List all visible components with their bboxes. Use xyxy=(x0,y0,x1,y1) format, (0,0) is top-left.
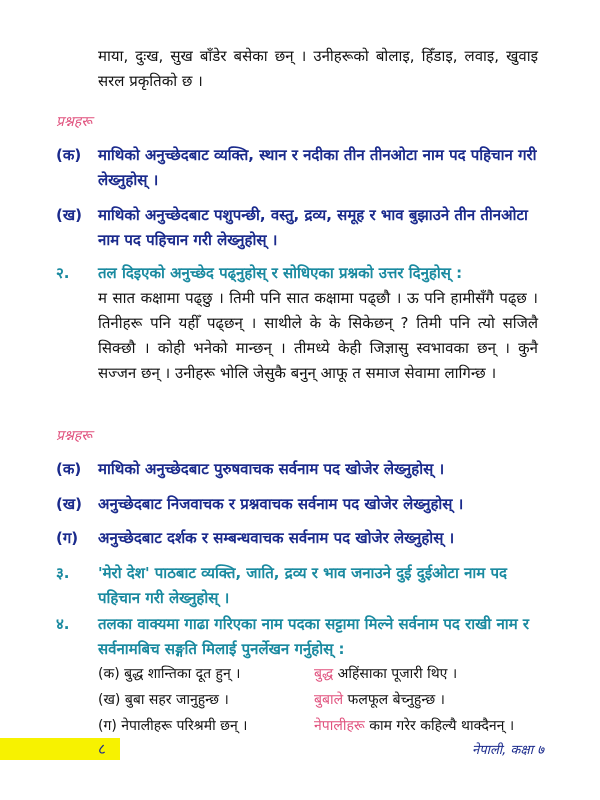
question-text: 'मेरो देश' पाठबाट व्यक्ति, जाति, द्रव्य र भाव जनाउने दुई दुईओटा नाम पद पहिचान गरी लेख्नुहोस् । xyxy=(98,564,507,607)
question-text: तलका वाक्यमा गाढा गरिएका नाम पदका सट्टामा मिल्ने सर्वनाम पद राखी नाम र सर्वनामबिच सङ्गति मिलाई पुनर्लेखन गर्नुहोस् : xyxy=(98,615,530,658)
question-2-ka xyxy=(56,457,546,482)
question-number: ४. xyxy=(56,615,70,633)
passage-paragraph: म सात कक्षामा पढ्छु । तिमी पनि सात कक्षामा पढ्छौ । ऊ पनि हामीसँगै पढ्छ । तिनीहरू पनि यहीँ पढ्छन् । साथीले के के सिकेछन् ? तिमी पनि त्यो सजिलै सिक्छौ । कोही भनेको मान्छन् । तीमध्ये केही जिज्ञासु स्वभावका छन् । कुनै सज्जन छन् । उनीहरू भोलि जेसुकै बनुन् आफू त समाज सेवामा लागिन्छ । xyxy=(98,289,538,382)
question-2-ga xyxy=(56,526,546,551)
questions-heading-2: प्रश्नहरू xyxy=(56,428,93,444)
question-number: (ख) xyxy=(56,206,82,224)
question-4 xyxy=(56,612,546,662)
question-text: माथिको अनुच्छेदबाट पुरुषवाचक सर्वनाम पद खोजेर लेख्नुहोस् । xyxy=(98,460,445,478)
question-1-ka xyxy=(56,143,546,193)
example-left-ga: (ग) नेपालीहरू परिश्रमी छन् । xyxy=(98,718,248,734)
question-3 xyxy=(56,561,546,611)
highlighted-noun: नेपालीहरू xyxy=(314,718,365,734)
question-text: माथिको अनुच्छेदबाट व्यक्ति, स्थान र नदीका तीन तीनओटा नाम पद पहिचान गरी लेख्नुहोस् । xyxy=(98,146,537,189)
question-number: (क) xyxy=(56,460,82,478)
question-2 xyxy=(56,261,546,286)
example-rest: फलफूल बेच्नुहुन्छ । xyxy=(343,692,445,708)
example-rest: अहिंसाका पूजारी थिए । xyxy=(333,666,458,682)
highlighted-noun: बुद्ध xyxy=(314,666,334,682)
question-text: अनुच्छेदबाट दर्शक र सम्बन्धवाचक सर्वनाम पद खोजेर लेख्नुहोस् । xyxy=(98,529,455,547)
example-left-kha: (ख) बुबा सहर जानुहुन्छ । xyxy=(98,692,229,708)
question-number: (ग) xyxy=(56,529,79,547)
question-text: तल दिइएको अनुच्छेद पढ्नुहोस् र सोधिएका प्रश्नको उत्तर दिनुहोस् : xyxy=(98,264,463,282)
question-1-kha xyxy=(56,203,546,253)
question-number: २. xyxy=(56,264,70,282)
example-right-ga xyxy=(314,715,514,737)
intro-paragraph: माया, दुःख, सुख बाँडेर बसेका छन् । उनीहरूको बोलाइ, हिँडाइ, लवाइ, खुवाइ सरल प्रकृतिको छ । xyxy=(98,47,538,90)
question-number: (ख) xyxy=(56,495,82,513)
question-number: ३. xyxy=(56,564,70,582)
example-right-kha xyxy=(314,689,445,711)
example-left-ka: (क) बुद्ध शान्तिका दूत हुन् । xyxy=(98,666,241,682)
example-right-ka xyxy=(314,663,457,685)
book-title: नेपाली, कक्षा ७ xyxy=(472,743,544,758)
question-number: (क) xyxy=(56,146,82,164)
question-text: माथिको अनुच्छेदबाट पशुपन्छी, वस्तु, द्रव्य, समूह र भाव बुझाउने तीन तीनओटा नाम पद पहिचान गरी लेख्नुहोस् । xyxy=(98,206,528,249)
page-number: ८ xyxy=(98,740,106,758)
question-2-kha xyxy=(56,492,546,517)
question-text: अनुच्छेदबाट निजवाचक र प्रश्नवाचक सर्वनाम पद खोजेर लेख्नुहोस् । xyxy=(98,495,464,513)
highlighted-noun: बुबाले xyxy=(314,692,344,708)
questions-heading-1: प्रश्नहरू xyxy=(56,114,93,130)
example-rest: काम गरेर कहिल्यै थाक्दैनन् । xyxy=(364,718,515,734)
